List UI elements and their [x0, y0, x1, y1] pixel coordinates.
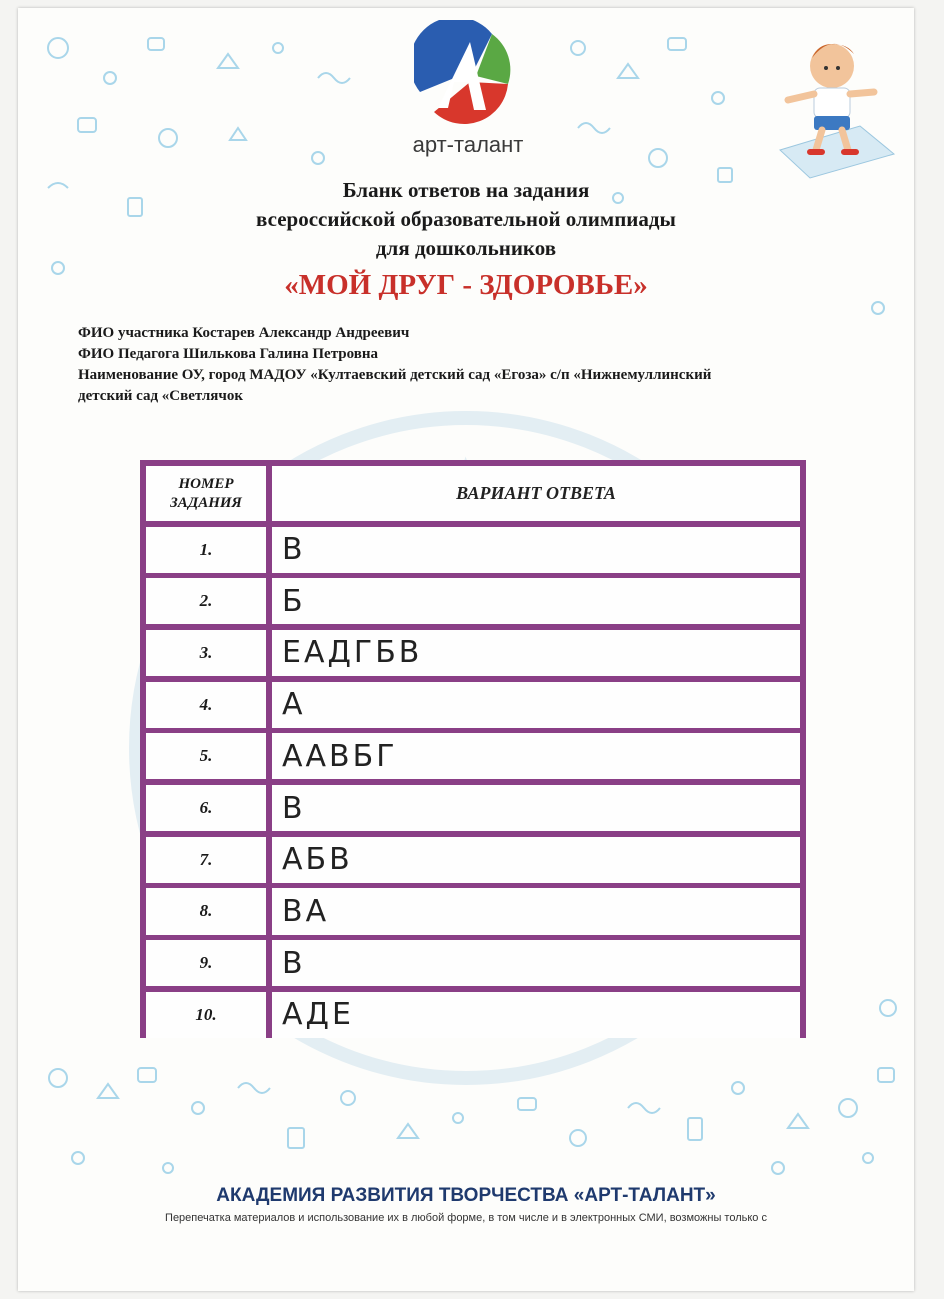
- copyright-note: Перепечатка материалов и использование их в любой форме, в том числе и в электронных СМИ, возможны только с: [165, 1212, 767, 1224]
- school-name-line-2: детский сад «Светлячок: [78, 388, 244, 404]
- header-line-2: всероссийской образовательной олимпиады: [256, 207, 676, 231]
- logo-caption: арт-талант: [412, 132, 524, 157]
- task-number: 7.: [146, 837, 266, 883]
- header-line-3: для дошкольников: [375, 236, 557, 260]
- task-number: 5.: [146, 733, 266, 779]
- answers-table: [140, 460, 806, 1038]
- header-task-number-line-1: НОМЕР: [178, 475, 234, 492]
- handwritten-answer: В: [272, 785, 800, 831]
- table-row: [146, 733, 800, 779]
- teacher-name: ФИО Педагога Шилькова Галина Петровна: [78, 346, 378, 362]
- handwritten-answer: АДЕ: [272, 992, 800, 1038]
- handwritten-answer: Б: [272, 578, 800, 624]
- table-row: [146, 837, 800, 883]
- task-number: 6.: [146, 785, 266, 831]
- child-exercising-illustration: [770, 30, 900, 180]
- event-title: «МОЙ ДРУГ - ЗДОРОВЬЕ»: [284, 269, 648, 301]
- task-number: 8.: [146, 888, 266, 934]
- task-number: 3.: [146, 630, 266, 676]
- task-number: 2.: [146, 578, 266, 624]
- task-number: 10.: [146, 992, 266, 1038]
- handwritten-answer: ВА: [272, 888, 800, 934]
- header-task-number: [146, 466, 266, 521]
- header-task-number-line-2: ЗАДАНИЯ: [170, 494, 242, 511]
- school-name-line-1: Наименование ОУ, город МАДОУ «Култаевский детский сад «Егоза» с/п «Нижнемуллинский: [78, 367, 712, 383]
- table-row: [146, 527, 800, 573]
- task-number: 9.: [146, 940, 266, 986]
- table-row: [146, 992, 800, 1038]
- table-row: [146, 785, 800, 831]
- participant-name: ФИО участника Костарев Александр Андреевич: [78, 325, 410, 341]
- academy-footer-title: АКАДЕМИЯ РАЗВИТИЯ ТВОРЧЕСТВА «АРТ-ТАЛАНТ»: [216, 1185, 716, 1206]
- handwritten-answer: В: [272, 940, 800, 986]
- form-header: [138, 176, 794, 305]
- art-talant-logo: [414, 20, 514, 128]
- handwritten-answer: АБВ: [272, 837, 800, 883]
- table-row: [146, 888, 800, 934]
- participant-info: [78, 324, 858, 408]
- table-row: [146, 578, 800, 624]
- handwritten-answer: ААВБГ: [272, 733, 800, 779]
- task-number: 1.: [146, 527, 266, 573]
- handwritten-answer: А: [272, 682, 800, 728]
- table-row: [146, 682, 800, 728]
- handwritten-answer: ЕАДГБВ: [272, 630, 800, 676]
- header-answer-variant: ВАРИАНТ ОТВЕТА: [272, 466, 800, 521]
- table-row: [146, 630, 800, 676]
- table-row: [146, 940, 800, 986]
- answer-sheet: [18, 8, 914, 1291]
- handwritten-answer: В: [272, 527, 800, 573]
- table-header-row: [146, 466, 800, 521]
- task-number: 4.: [146, 682, 266, 728]
- header-line-1: Бланк ответов на задания: [342, 178, 590, 202]
